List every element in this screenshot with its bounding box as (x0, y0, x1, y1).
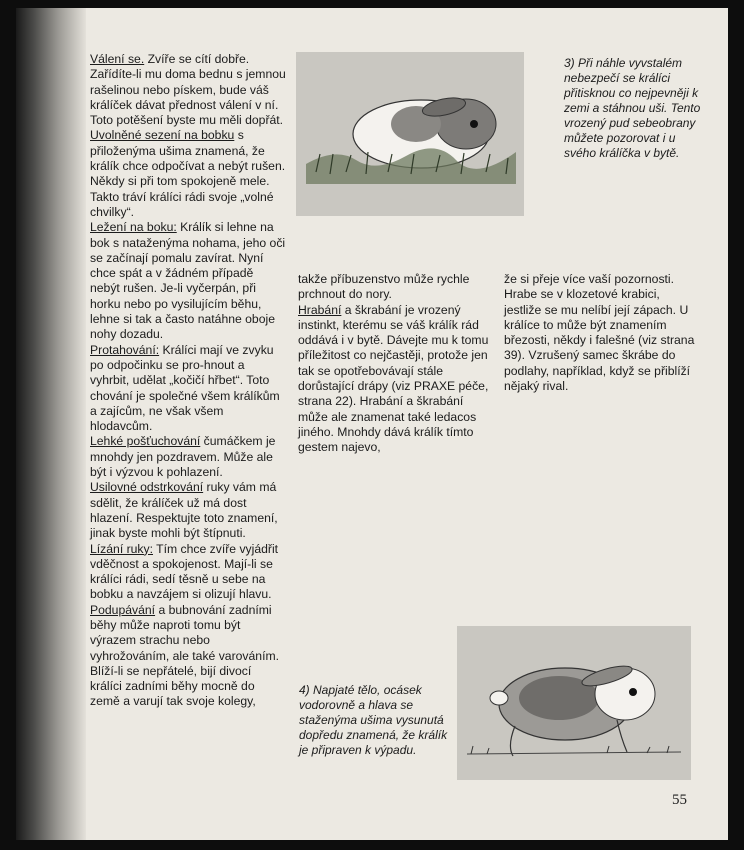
text-column-3 (504, 272, 700, 394)
term-heading: Protahování: (90, 342, 160, 357)
term-heading: Podupávání (90, 602, 156, 617)
term-heading: Válení se. (90, 52, 145, 66)
paragraph (90, 220, 286, 342)
paragraph (90, 480, 286, 541)
page-number: 55 (672, 792, 687, 808)
term-heading: Usilovné odstrkování (90, 480, 204, 495)
paragraph-text: Králík si lehne na bok s nataženýma nohama, jeho oči se začínají pomalu zavírat. Nyní chce spát a v žádném případě nebýt rušen. Je-li vyčerpán, při horku nebo po vysilujícím běhu, lehne si tak a často natáhne oboje nohy dozadu. (90, 220, 286, 342)
term-heading: Lízání ruky: (90, 541, 153, 556)
paragraph (298, 272, 494, 303)
book-gutter-shadow (16, 8, 86, 840)
paragraph-text: čumáčkem je mnohdy jen pozdravem. Může ale být i výzvou k pohlazení. (90, 434, 276, 480)
illustration-crouching-rabbit (296, 52, 524, 216)
paragraph-text: a škrabání je vrozený instinkt, kterému se váš králík rád oddává i v bytě. Dávejte mu k tomu příležitost co nejčastěji, protože jen tak se opotřebovávají stále dorůstající drápy (viz PRAXE péče, strana 22). Hrabání a škrabání může ale znamenat také ledacos jiného. Mnohdy dává králík tímto gestem najevo, (298, 302, 489, 455)
paragraph (90, 434, 286, 480)
paragraph-text: ruky vám má sdělit, že králíček už má dost hlazení. Respektujte toto znamení, jinak byste mohli být štípnuti. (90, 480, 278, 541)
book-page (16, 8, 728, 840)
paragraph-text: s přiloženýma ušima znamená, že králík chce odpočívat a nebýt rušen. Někdy si při tom spokojeně mele. Takto tráví králíci rádi svoje „volné chvilky“. (90, 128, 286, 219)
caption-3: 3) Při náhle vyvstalém nebezpečí se králíci přitisknou co nejpevněji k zemi a stáhnou uši. Tento vrozený pud sebeobrany můžete pozorovat i u svého králíčka v bytě. (564, 56, 701, 160)
illustration-tense-rabbit (457, 626, 691, 780)
paragraph-text: takže příbuzenstvo může rychle prchnout do nory. (298, 272, 470, 302)
paragraph (298, 303, 494, 456)
term-heading: Lehké pošťuchování (90, 434, 201, 449)
text-column-1 (90, 52, 286, 710)
term-heading: Uvolněné sezení na bobku (90, 128, 235, 143)
paragraph-text: že si přeje více vaší pozornosti. Hrabe se v klozetové krabici, jestliže se mu nelíbí její zápach. U králíce to může být znamením březosti, někdy i falešné (viz strana 39). Vzrušený samec škrábe do podlahy, například, když se přiblíží nějaký rival. (504, 272, 695, 394)
paragraph (90, 603, 286, 710)
paragraph-text: a bubnování zadními běhy může naproti tomu být výrazem strachu nebo vyhrožováním, ale také varováním. Blíží-li se nepřátelé, bijí divocí králíci zadními běhy mocně do země a varují tak svoje kolegy, (90, 602, 279, 709)
paragraph (90, 128, 286, 220)
text-column-2 (298, 272, 494, 456)
paragraph-text: Zvíře se cítí dobře. Zařídíte-li mu doma bednu s jemnou rašelinou nebo pískem, bude váš králíček dávat přednost válení v ní. Toto potěšení byste mu měli dopřát. (90, 52, 286, 128)
paragraph-text: Tím chce zvíře vyjádřit vděčnost a spokojenost. Mají-li se králíci rádi, sedí těsně u sebe na bobku a navzájem si olizují hlavu. (90, 541, 279, 602)
paragraph (504, 272, 700, 394)
paragraph (90, 343, 286, 435)
term-heading: Hrabání (298, 302, 342, 317)
paragraph-text: Králíci mají ve zvyku po odpočinku se pro-hnout a vyhrbit, udělat „kočičí hřbet“. Toto chování je společné všem králíkům a zajícům, ne však všem hlodavcům. (90, 342, 280, 434)
paragraph (90, 52, 286, 128)
caption-4: 4) Napjaté tělo, ocásek vodorovně a hlava se staženýma ušima vysunutá dopředu znamená, že králík je připraven k výpadu. (299, 683, 448, 757)
term-heading: Ležení na boku: (90, 220, 177, 235)
paragraph (90, 542, 286, 603)
